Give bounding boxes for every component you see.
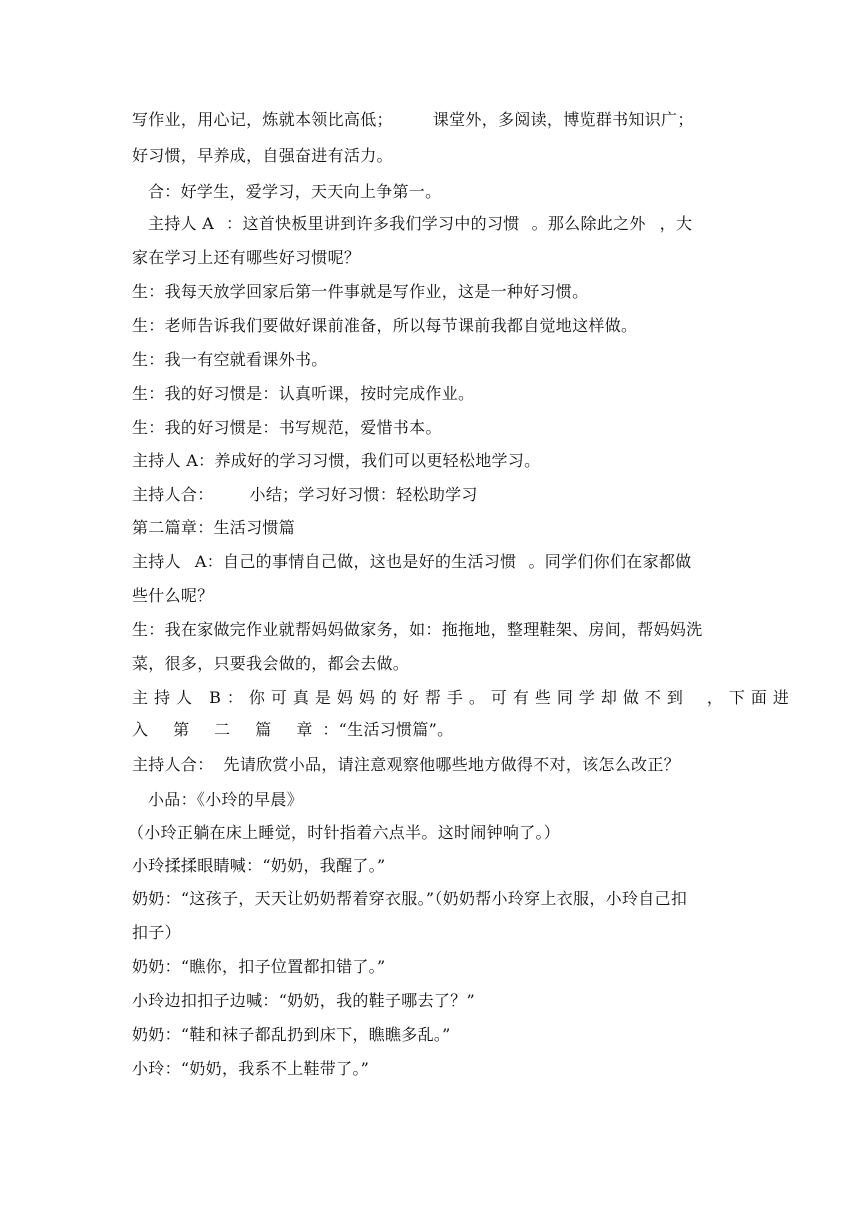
line-12-text: 小结；学习好习惯：轻松助学习 xyxy=(249,485,478,504)
line-19-text-a: 入 第 二 篇 章 xyxy=(132,720,323,739)
section-heading: 第二篇章：生活习惯篇 xyxy=(132,518,296,537)
line-4-speaker: 主持人 A xyxy=(148,214,215,233)
dialogue-line-4: 小玲边扣扣子边喊：“奶奶，我的鞋子哪去了？” xyxy=(132,991,475,1010)
dialogue-line-2-continued: 扣子） xyxy=(132,923,181,942)
line-20-text: 先请欣赏小品，请注意观察他哪些地方做得不对，该怎么改正？ xyxy=(223,755,680,774)
paragraph-line-10: 生：我的好习惯是：书写规范，爱惜书本。 xyxy=(132,418,442,437)
skit-title: 小品：《小玲的早晨》 xyxy=(148,790,304,809)
dialogue-line-5: 奶奶：“鞋和袜子都乱扔到床下，瞧瞧多乱。” xyxy=(132,1025,451,1044)
line-18-text-b: ，下面进 xyxy=(706,688,795,707)
line-18-text-a: 主持人 B：你可真是妈妈的好帮手。可有些同学却做不到 xyxy=(132,688,689,707)
paragraph-line-14 xyxy=(132,552,732,572)
paragraph-line-20 xyxy=(132,755,732,775)
dialogue-line-1: 小玲揉揉眼睛喊：“奶奶，我醒了。” xyxy=(132,856,386,875)
paragraph-line-6: 生：我每天放学回家后第一件事就是写作业，这是一种好习惯。 xyxy=(132,282,589,301)
line-1-left-text: 写作业，用心记，炼就本领比高低； xyxy=(132,110,393,129)
line-14-text-a: A：自己的事情自己做，这也是好的生活习惯 xyxy=(194,552,517,571)
line-4-text-a: ：这首快板里讲到许多我们学习中的习惯 xyxy=(226,214,520,233)
paragraph-line-17: 菜，很多，只要我会做的，都会去做。 xyxy=(132,654,410,673)
paragraph-line-15: 些什么呢？ xyxy=(132,586,214,605)
paragraph-line-9: 生：我的好习惯是：认真听课，按时完成作业。 xyxy=(132,384,475,403)
paragraph-line-16: 生：我在家做完作业就帮妈妈做家务，如：拖拖地，整理鞋架、房间，帮妈妈洗 xyxy=(132,620,703,639)
dialogue-line-2: 奶奶：“这孩子，天天让奶奶帮着穿衣服。”（奶奶帮小玲穿上衣服，小玲自己扣 xyxy=(132,889,688,908)
line-14-text-b: 。同学们你们在家都做 xyxy=(528,552,692,571)
paragraph-line-7: 生：老师告诉我们要做好课前准备，所以每节课前我都自觉地这样做。 xyxy=(132,316,638,335)
line-4-text-b: 。那么除此之外 xyxy=(531,214,646,233)
line-4-text-c: ，大 xyxy=(659,214,693,233)
paragraph-line-2: 好习惯，早养成，自强奋进有活力。 xyxy=(132,146,393,165)
line-19-text-b: ：“生活习惯篇”。 xyxy=(322,720,454,739)
dialogue-line-6: 小玲：“奶奶，我系不上鞋带了。” xyxy=(132,1059,370,1078)
paragraph-line-18 xyxy=(132,688,795,708)
paragraph-line-1 xyxy=(132,110,732,130)
paragraph-line-5: 家在学习上还有哪些好习惯呢？ xyxy=(132,248,361,267)
paragraph-line-19 xyxy=(132,720,732,740)
paragraph-line-4 xyxy=(132,214,732,234)
line-14-speaker: 主持人 xyxy=(132,552,181,571)
paragraph-line-3: 合：好学生，爱学习，天天向上争第一。 xyxy=(148,182,442,201)
line-1-right-text: 课堂外，多阅读，博览群书知识广； xyxy=(432,110,694,129)
dialogue-line-3: 奶奶：“瞧你，扣子位置都扣错了。” xyxy=(132,957,386,976)
paragraph-line-11: 主持人 A：养成好的学习习惯，我们可以更轻松地学习。 xyxy=(132,451,541,470)
line-12-speaker: 主持人合： xyxy=(132,485,214,504)
paragraph-line-8: 生：我一有空就看课外书。 xyxy=(132,350,328,369)
line-20-speaker: 主持人合： xyxy=(132,755,214,774)
stage-direction: （小玲正躺在床上睡觉，时针指着六点半。这时闹钟响了。） xyxy=(128,823,561,842)
paragraph-line-12 xyxy=(132,485,732,505)
